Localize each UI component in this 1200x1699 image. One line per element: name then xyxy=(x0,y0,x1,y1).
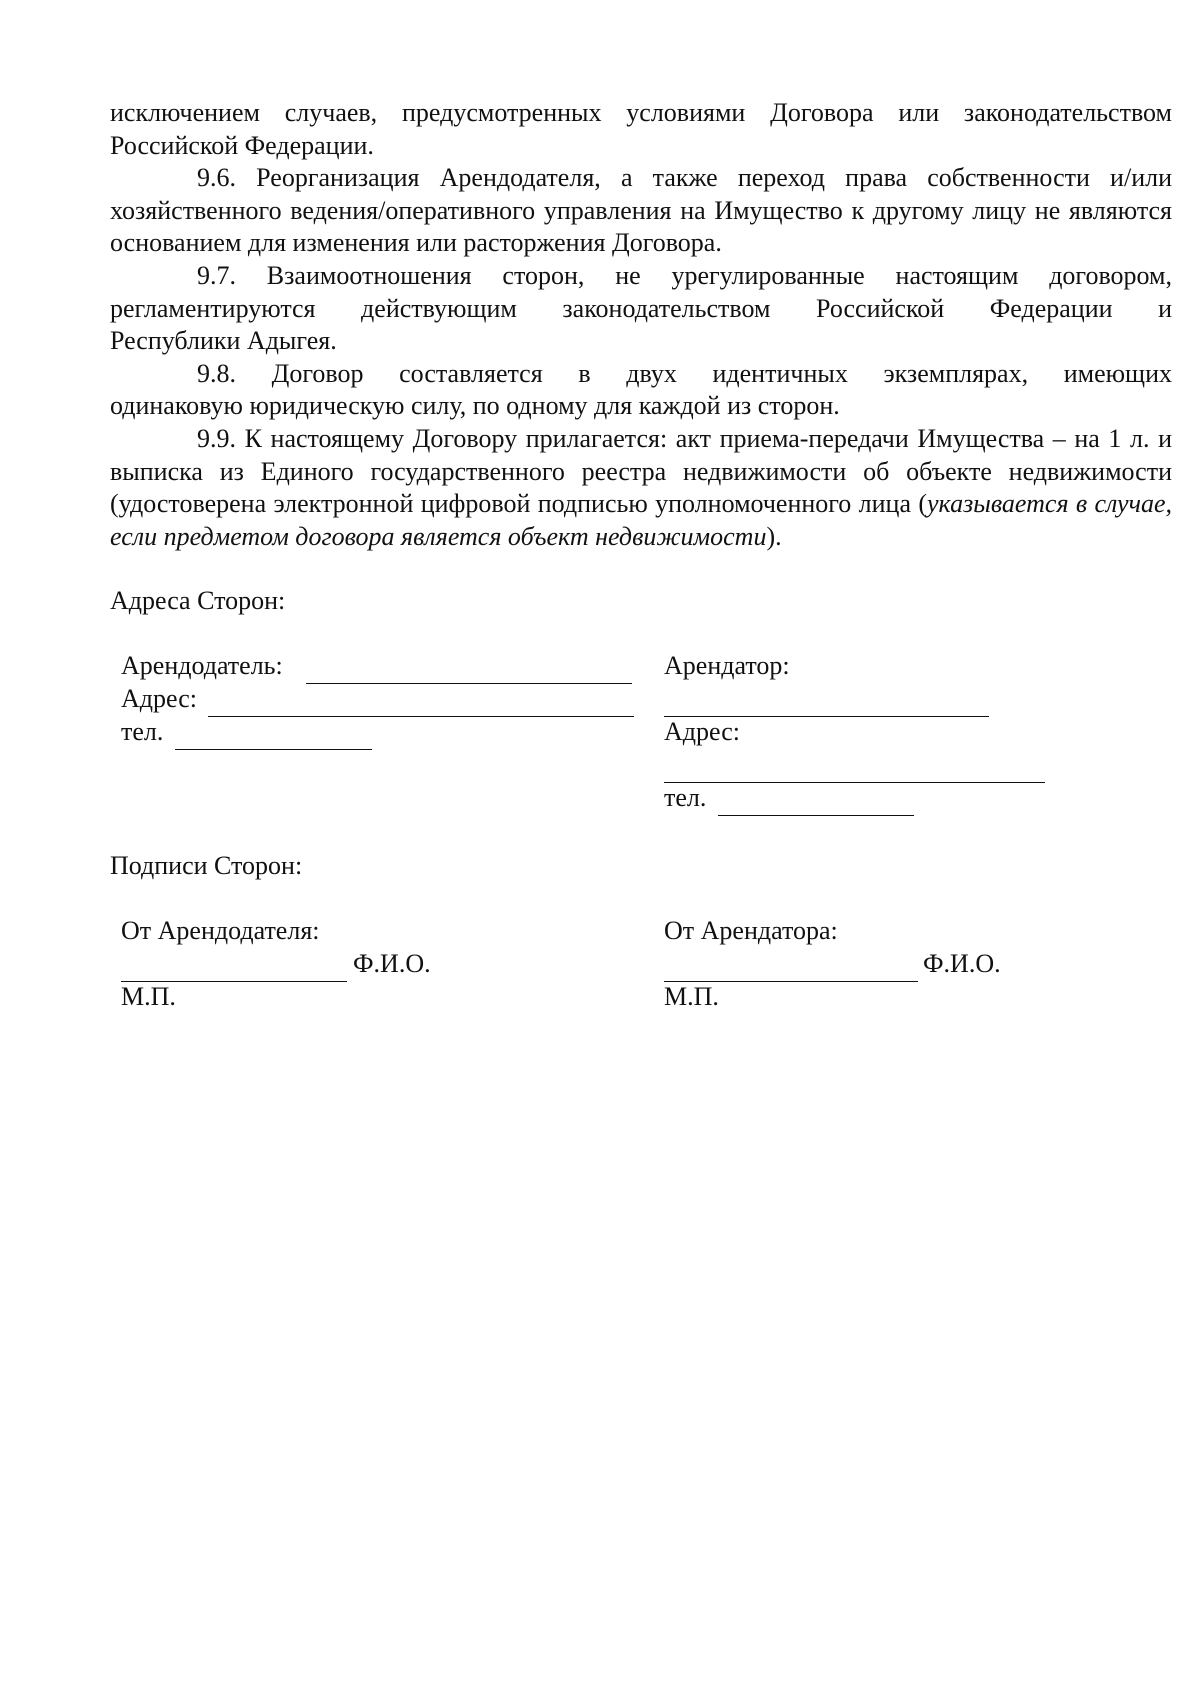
paragraph-9-8: 9.8. Договор составляется в двух идентичных экземплярах, имеющих xyxy=(197,358,1172,388)
lessor-signature-label: От Арендодателя: xyxy=(121,916,320,945)
lessee-fio-label: Ф.И.О. xyxy=(923,949,1001,978)
lessor-fio-label: Ф.И.О. xyxy=(353,949,431,978)
addresses-heading: Адреса Сторон: xyxy=(110,586,286,615)
paragraph-9-9-text: 9.9. К настоящему Договору прилагается: акт приема-передачи Имущества – на 1 л. и выписка из Единого государственного реестра недвижимости об объекте недвижимости (удостоверена электронной цифровой подписью уполномоченного лица xyxy=(110,423,1172,519)
lessor-stamp-label: М.П. xyxy=(121,982,176,1011)
lessee-stamp-label: М.П. xyxy=(664,982,719,1011)
paragraph-9-9-italic-note: указывается в случае, если предметом договора является объект недвижимости xyxy=(110,489,1173,551)
contract-text xyxy=(110,97,1172,553)
lessor-phone-line[interactable] xyxy=(175,749,372,750)
paragraph-9-7: 9.7. Взаимоотношения сторон, не урегулированные настоящим договором, регламентируются действующим законодательством Российской Федерации и xyxy=(110,260,1172,323)
paragraph-9-6: 9.6. Реорганизация Арендодателя, а также переход права собственности и/или хозяйственного ведения/оперативного управления на Имущество к другому лицу не являются основанием для изменения или расторжения Договора. xyxy=(110,163,1172,258)
lessor-label: Арендодатель: xyxy=(121,651,283,680)
paragraph-9-7-end: Республики Адыгея. xyxy=(110,326,337,356)
lessee-address-line[interactable] xyxy=(664,782,1045,783)
paragraph-9-9-open-paren: ( xyxy=(918,489,928,519)
paragraph-9-9-close-paren: ). xyxy=(766,521,782,551)
paragraph-9-9 xyxy=(110,423,1172,553)
lessor-name-line[interactable] xyxy=(306,683,632,684)
lessor-address-label: Адрес: xyxy=(121,684,197,713)
lessee-label: Арендатор: xyxy=(664,651,790,680)
lessee-phone-label: тел. xyxy=(664,783,707,812)
lessor-address-line[interactable] xyxy=(208,716,634,717)
signatures-heading: Подписи Сторон: xyxy=(110,851,303,880)
paragraph-9-8-end: одинаковую юридическую силу, по одному для каждой из сторон. xyxy=(110,391,840,421)
paragraph-continuation: исключением случаев, предусмотренных условиями Договора или законодательством Российской Федерации. xyxy=(110,98,1172,160)
lessee-address-label: Адрес: xyxy=(664,717,740,746)
lessee-phone-line[interactable] xyxy=(718,815,914,816)
lessor-phone-label: тел. xyxy=(121,717,164,746)
lessee-signature-label: От Арендатора: xyxy=(664,916,838,945)
